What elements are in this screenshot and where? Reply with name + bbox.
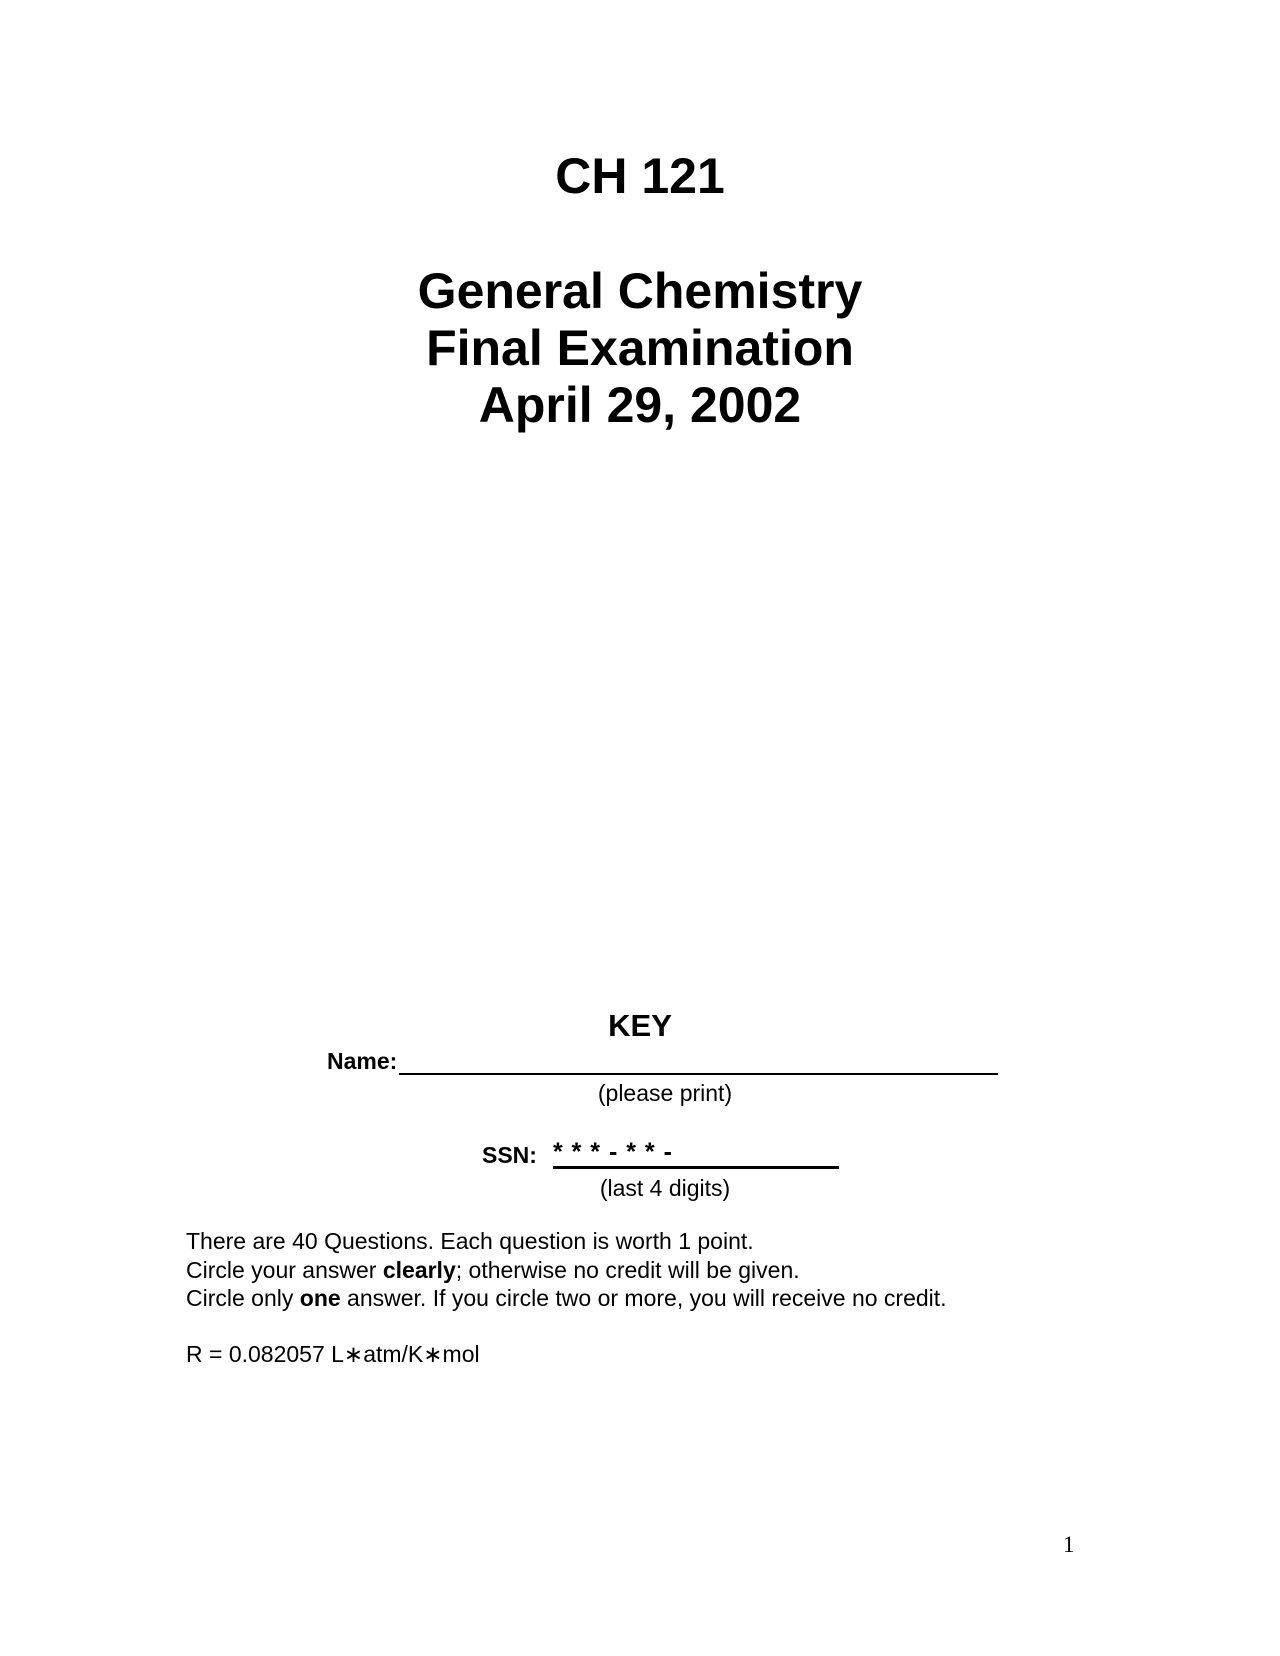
ssn-field	[482, 1139, 839, 1169]
ssn-hint: (last 4 digits)	[599, 1175, 731, 1201]
instructions	[186, 1227, 947, 1313]
ssn-value: * * * - * * -	[553, 1139, 839, 1169]
instruction-emphasis: one	[299, 1285, 341, 1311]
name-blank	[399, 1049, 998, 1075]
instruction-text: Circle only	[186, 1285, 300, 1311]
course-code: CH 121	[555, 148, 725, 204]
key-label: KEY	[608, 1008, 672, 1043]
instruction-line-1: There are 40 Questions. Each question is worth 1 point.	[186, 1228, 754, 1254]
instruction-text: Circle your answer	[186, 1256, 383, 1283]
exam-type: Final Examination	[426, 320, 854, 376]
exam-date: April 29, 2002	[478, 377, 802, 433]
subject-title: General Chemistry	[417, 263, 863, 319]
instruction-text: ; otherwise no credit will be given.	[455, 1256, 800, 1283]
instruction-text: answer. If you circle two or more, you will receive no credit.	[340, 1285, 947, 1311]
name-hint: (please print)	[597, 1080, 733, 1106]
name-label: Name:	[327, 1048, 398, 1074]
page-number: 1	[1063, 1532, 1075, 1557]
name-field	[327, 1048, 998, 1075]
ssn-label: SSN:	[482, 1142, 537, 1168]
instruction-emphasis: clearly	[382, 1256, 456, 1283]
instruction-line-3	[186, 1284, 947, 1313]
exam-title	[0, 263, 1280, 434]
gas-constant: R = 0.082057 L∗atm/K∗mol	[186, 1341, 480, 1367]
instruction-line-2	[186, 1256, 947, 1285]
